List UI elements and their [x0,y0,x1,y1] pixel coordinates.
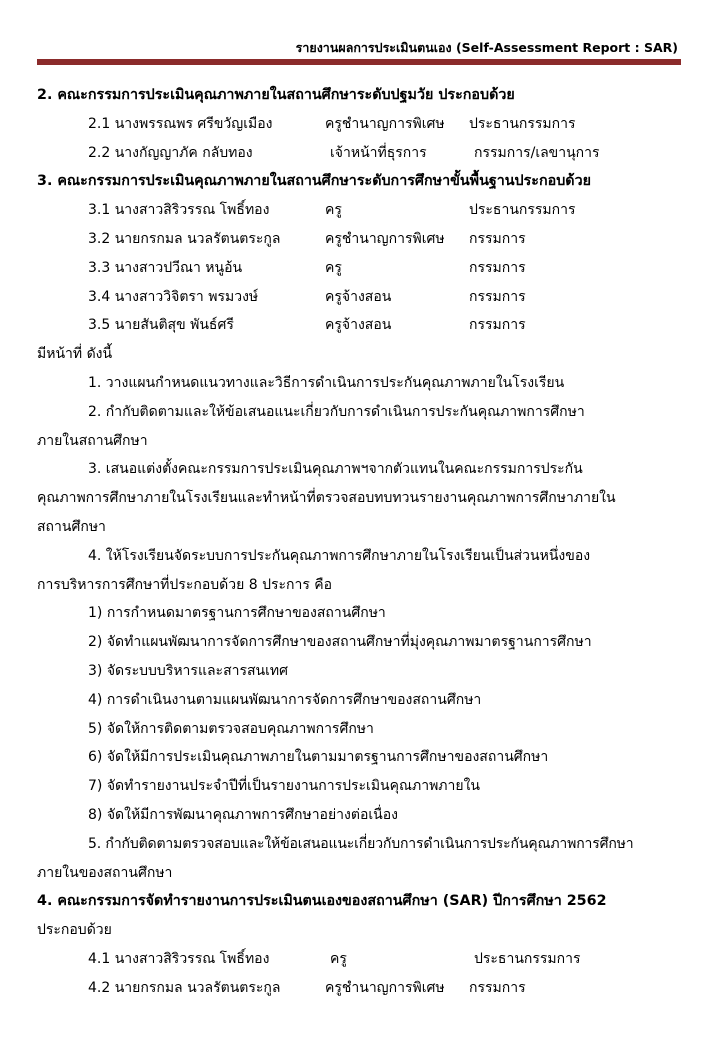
committee-member-row [37,254,684,283]
list-item: 6) จัดให้มีการประเมินคุณภาพภายในตามมาตรฐานการศึกษาของสถานศึกษา [88,749,549,766]
member-name: 3.5 นายสันติสุข พันธ์ศรี [88,317,234,334]
report-header-title: รายงานผลการประเมินตนเอง (Self-Assessment Report : SAR) [295,40,678,55]
list-item: 8) จัดให้มีการพัฒนาคุณภาพการศึกษาอย่างต่อเนื่อง [88,806,398,823]
document-body [37,81,684,1003]
committee-member-row [37,311,684,340]
section-2-heading: 2. คณะกรรมการประเมินคุณภาพภายในสถานศึกษาระดับปฐมวัย ประกอบด้วย [37,87,515,103]
duty-paragraph: 1. วางแผนกำหนดแนวทางและวิธีการดำเนินการประกันคุณภาพภายในโรงเรียน [88,374,565,391]
duty-paragraph-continuation: ภายในของสถานศึกษา [37,864,173,881]
member-role: กรรมการ [469,317,526,334]
member-role: กรรมการ [469,979,526,996]
member-position: ครู [325,202,342,219]
member-position: ครู [325,259,342,276]
committee-member-row [37,974,684,1003]
member-name: 4.1 นางสาวสิริวรรณ โพธิ์ทอง [88,950,270,967]
section-3-heading: 3. คณะกรรมการประเมินคุณภาพภายในสถานศึกษาระดับการศึกษาขั้นพื้นฐานประกอบด้วย [37,173,591,190]
duty-paragraph: 4. ให้โรงเรียนจัดระบบการประกันคุณภาพการศึกษาภายในโรงเรียนเป็นส่วนหนึ่งของ [88,547,591,564]
list-item: 1) การกำหนดมาตรฐานการศึกษาของสถานศึกษา [88,605,386,622]
member-role: ประธานกรรมการ [474,950,581,967]
section-4-subheading: ประกอบด้วย [37,922,112,939]
list-item: 4) การดำเนินงานตามแผนพัฒนาการจัดการศึกษาของสถานศึกษา [88,691,482,708]
member-name: 3.2 นายกรกมล นวลรัตนตระกูล [88,230,281,247]
member-position: ครู [330,950,347,967]
member-name: 3.4 นางสาววิจิตรา พรมวงษ์ [88,288,259,305]
list-item: 7) จัดทำรายงานประจำปีที่เป็นรายงานการประเมินคุณภาพภายใน [88,778,480,795]
member-position: ครูชำนาญการพิเศษ [325,115,445,132]
committee-member-row [37,196,684,225]
member-role: กรรมการ [469,259,526,276]
duty-paragraph-continuation: สถานศึกษา [37,518,106,535]
committee-member-row [37,110,684,139]
member-name: 3.1 นางสาวสิริวรรณ โพธิ์ทอง [88,202,270,219]
member-position: ครูจ้างสอน [325,317,392,334]
member-role: ประธานกรรมการ [469,202,576,219]
duty-paragraph-continuation: ภายในสถานศึกษา [37,432,148,449]
member-position: ครูชำนาญการพิเศษ [325,979,445,996]
member-role: กรรมการ [469,230,526,247]
member-role: ประธานกรรมการ [469,115,576,132]
header-divider [37,59,681,65]
list-item: 2) จัดทำแผนพัฒนาการจัดการศึกษาของสถานศึกษาที่มุ่งคุณภาพมาตรฐานการศึกษา [88,634,592,651]
duty-paragraph: 3. เสนอแต่งตั้งคณะกรรมการประเมินคุณภาพฯจากตัวแทนในคณะกรรมการประกัน [88,461,583,478]
member-name: 4.2 นายกรกมล นวลรัตนตระกูล [88,979,281,996]
committee-member-row [37,139,684,168]
list-item: 5) จัดให้การติดตามตรวจสอบคุณภาพการศึกษา [88,720,374,737]
member-position: ครูชำนาญการพิเศษ [325,230,445,247]
duty-paragraph-continuation: การบริหารการศึกษาที่ประกอบด้วย 8 ประการ คือ [37,576,333,593]
member-name: 2.1 นางพรรณพร ศรีขวัญเมือง [88,115,273,132]
section-4-heading: 4. คณะกรรมการจัดทำรายงานการประเมินตนเองของสถานศึกษา (SAR) ปีการศึกษา 2562 [37,893,607,910]
committee-member-row [37,283,684,312]
duty-paragraph: 2. กำกับติดตามและให้ข้อเสนอแนะเกี่ยวกับการดำเนินการประกันคุณภาพการศึกษา [88,403,585,420]
member-name: 3.3 นางสาวปวีณา หนูอ้น [88,259,243,276]
member-role: กรรมการ [469,288,526,305]
duties-intro: มีหน้าที่ ดังนี้ [37,346,113,363]
committee-member-row [37,945,684,974]
member-position: ครูจ้างสอน [325,288,392,305]
member-role: กรรมการ/เลขานุการ [474,144,600,161]
member-position: เจ้าหน้าที่ธุรการ [330,144,427,161]
committee-member-row [37,225,684,254]
duty-paragraph-continuation: คุณภาพการศึกษาภายในโรงเรียนและทำหน้าที่ตรวจสอบทบทวนรายงานคุณภาพการศึกษาภายใน [37,490,616,507]
list-item: 3) จัดระบบบริหารและสารสนเทศ [88,662,289,679]
duty-paragraph: 5. กำกับติดตามตรวจสอบและให้ข้อเสนอแนะเกี่ยวกับการดำเนินการประกันคุณภาพการศึกษา [88,835,634,852]
member-name: 2.2 นางกัญญาภัค กลับทอง [88,144,253,161]
